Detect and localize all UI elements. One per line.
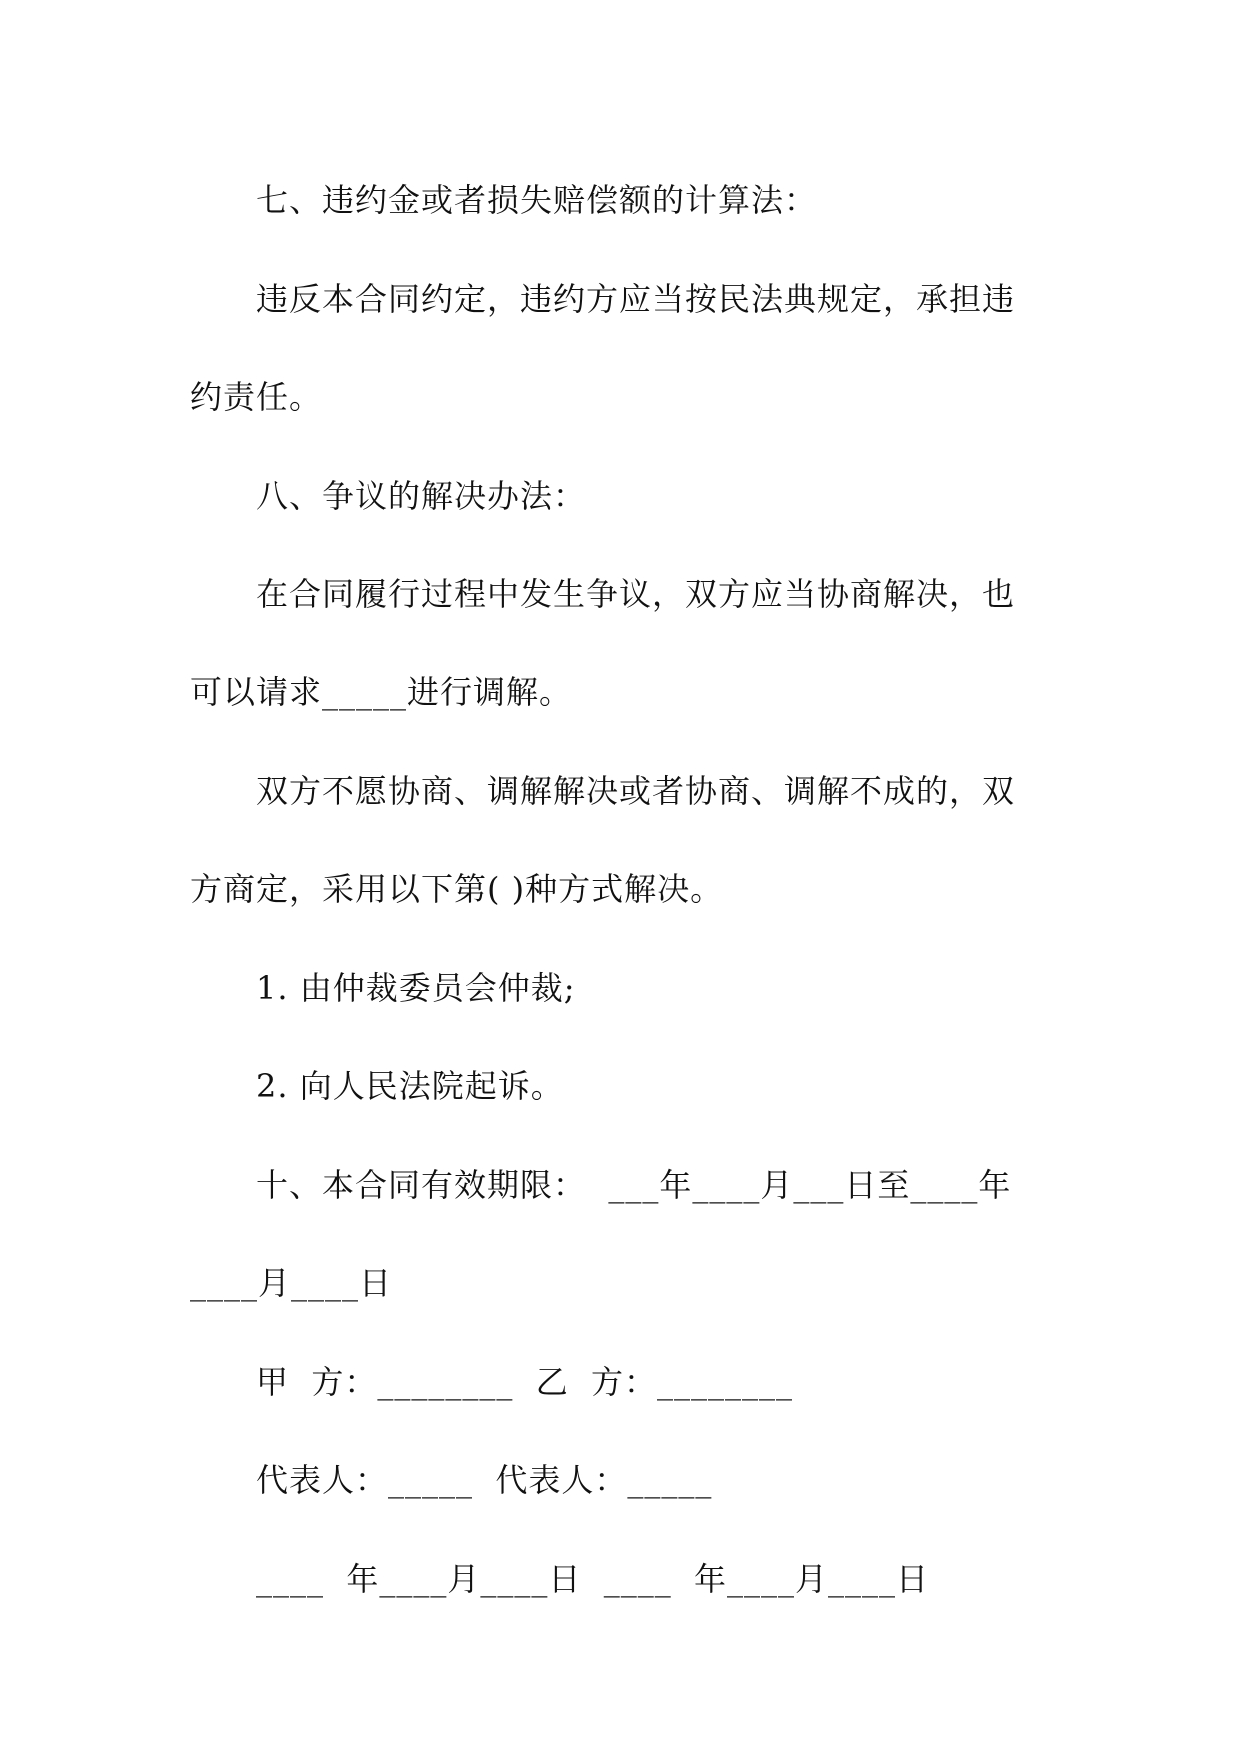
paragraph-line: 在合同履行过程中发生争议，双方应当协商解决，也 [256, 575, 1016, 613]
date-line: ____ 年____月____日 ____ 年____月____日 [256, 1560, 930, 1598]
section-7-heading: 七、违约金或者损失赔偿额的计算法： [256, 181, 818, 219]
paragraph-line: 方商定，采用以下第( )种方式解决。 [190, 870, 724, 908]
party-signature-line: 甲 方：________ 乙 方：________ [256, 1363, 794, 1401]
paragraph-line: 违反本合同约定，违约方应当按民法典规定，承担违 [256, 280, 1016, 318]
paragraph-line: 可以请求_____进行调解。 [190, 673, 573, 711]
representative-line: 代表人：_____ 代表人：_____ [256, 1461, 713, 1499]
option-1: 1. 由仲裁委员会仲裁; [256, 969, 576, 1007]
section-10-heading: 十、本合同有效期限： ___年____月___日至____年 [256, 1166, 1012, 1204]
paragraph-line: 约责任。 [190, 378, 323, 416]
section-8-heading: 八、争议的解决办法： [256, 477, 587, 515]
paragraph-line: 双方不愿协商、调解解决或者协商、调解不成的，双 [256, 772, 1016, 810]
paragraph-line: ____月____日 [190, 1264, 393, 1302]
option-2: 2. 向人民法院起诉。 [256, 1067, 564, 1105]
